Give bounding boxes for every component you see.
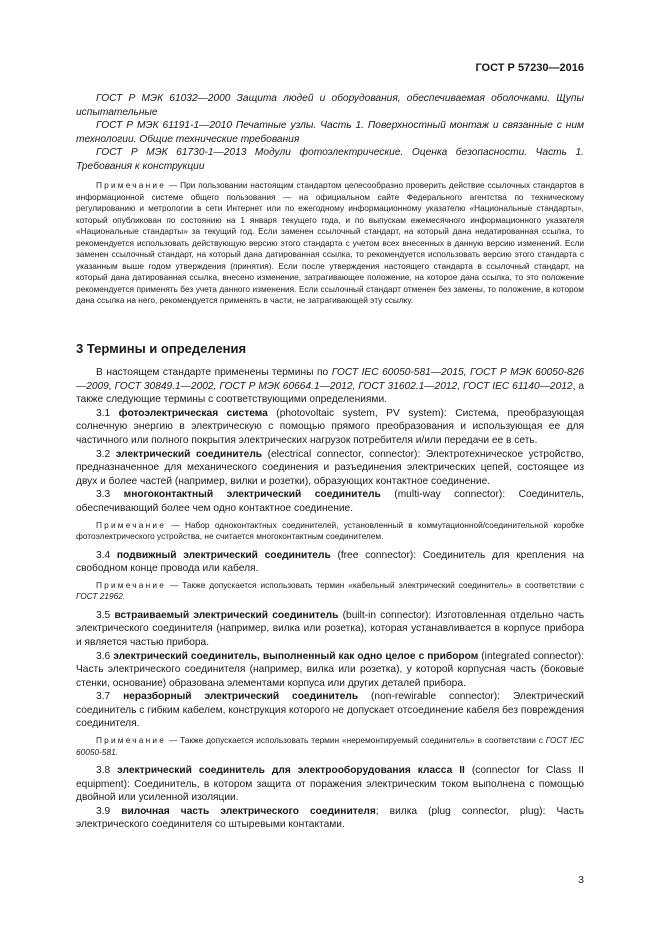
term-3-9: 3.9 вилочная часть электрического соединителя; вилка (plug connector, plug): Часть электрического соединителя со штыревыми контактами.	[76, 805, 584, 831]
term-name: электрический соединитель, выполненный как одно целое с прибором	[113, 650, 479, 662]
term-3-1: 3.1 фотоэлектрическая система (photovoltaic system, PV system): Система, преобразующая солнечную энергию в электрическую с помощью прямого преобразования и использующая ее для частичного или полного покрытия электрических нагрузок потребителя и/или передачи ее в сеть.	[76, 407, 584, 446]
references-note	[76, 180, 584, 307]
term-name: электрический соединитель для электрооборудования класса II	[117, 765, 465, 777]
term-note: Примечание — Также допускается использовать термин «кабельный электрический соединитель» в соответствии с ГОСТ 21962.	[76, 579, 584, 602]
term-name: многоконтактный электрический соединитель	[123, 489, 381, 501]
section-title: 3 Термины и определения	[76, 341, 247, 356]
document-header-id: ГОСТ Р 57230—2016	[475, 62, 584, 74]
term-note: Примечание — Набор одноконтактных соединителей, установленный в коммутационной/соединительной коробке фотоэлектрического устройства, не считается многоконтактным соединителем.	[76, 519, 584, 542]
reference-item: ГОСТ Р МЭК 61191-1—2010 Печатные узлы. Часть 1. Поверхностный монтаж и связанные с ним технологии. Общие технические требования	[76, 120, 584, 145]
term-name: неразборный электрический соединитель	[123, 691, 359, 703]
term-name: вилочная часть электрического соединителя	[121, 805, 376, 817]
page-number: 3	[578, 874, 584, 886]
section-intro: В настоящем стандарте применены термины по ГОСТ IEC 60050-581—2015, ГОСТ Р МЭК 60050-826—2009, ГОСТ 30849.1—2002, ГОСТ Р МЭК 60664.1—2012, ГОСТ 31602.1—2012, ГОСТ IEC 61140—2012, а также следующие термины с соответствующими определениями.	[76, 367, 584, 406]
term-name: подвижный электрический соединитель	[116, 549, 331, 561]
term-3-4: 3.4 подвижный электрический соединитель (free connector): Соединитель для крепления на свободном конце провода или кабеля.	[76, 549, 584, 575]
term-3-5: 3.5 встраиваемый электрический соединитель (built-in connector): Изготовленная отдельно часть электрического соединителя (например, вилка или розетка), которая устанавливается в корпусе прибора и является частью прибора.	[76, 609, 585, 648]
normative-references-list	[76, 92, 584, 174]
intro-refs: ГОСТ IEC 60050-581—2015, ГОСТ Р МЭК 60050-826—2009, ГОСТ 30849.1—2002, ГОСТ Р МЭК 60664.1—2012, ГОСТ 31602.1—2012, ГОСТ IEC 61140—2012	[76, 367, 584, 392]
term-name: встраиваемый электрический соединитель	[114, 609, 339, 621]
term-3-2: 3.2 электрический соединитель (electrical connector, connector): Электротехническое устройство, предназначенное для механического соединения и разъединения электрических цепей, состоящее из двух и более частей (например, вилки и розетки), образующих контактное соединение.	[76, 448, 584, 487]
note-label: Примечание	[96, 180, 167, 190]
term-3-3: 3.3 многоконтактный электрический соединитель (multi-way connector): Соединитель, обеспечивающий более чем одно контактное соединение.	[76, 489, 584, 514]
terms-section	[76, 366, 584, 832]
term-3-7: 3.7 неразборный электрический соединитель (non-rewirable connector): Электрический соединитель с гибким кабелем, конструкция которого не допускает отсоединение кабеля без повреждения соединителя.	[76, 691, 584, 730]
reference-item: ГОСТ Р МЭК 61730-1—2013 Модули фотоэлектрические. Оценка безопасности. Часть 1. Требования к конструкции	[76, 147, 584, 172]
note-text: — При пользовании настоящим стандартом целесообразно проверить действие ссылочных стандартов в информационной системе общего пользования — на официальном сайте Федерального агентства по техническому регулированию и метрологии в сети Интернет или по ежегодному информационному указателю «Национальные стандарты», который опубликован по состоянию на 1 января текущего года, и по выпускам ежемесячного информационного указателя «Национальные стандарты» за текущий год. Если заменен ссылочный стандарт, на который дана недатированная ссылка, то рекомендуется использовать действующую версию этого стандарта с учетом всех внесенных в данную версию изменений. Если заменен ссылочный стандарт, на который дана датированная ссылка, то рекомендуется использовать версию этого стандарта с указанным выше годом утверждения (принятия). Если после утверждения настоящего стандарта в ссылочный стандарт, на который дана датированная ссылка, внесено изменение, затрагивающее положение, на которое дана ссылка, то это положение рекомендуется применять без учета данного изменения. Если ссылочный стандарт отменен без замены, то положение, в котором дана ссылка на него, рекомендуется применять в части, не затрагивающей эту ссылку.	[76, 180, 584, 305]
term-3-6: 3.6 электрический соединитель, выполненный как одно целое с прибором (integrated connector): Часть электрического соединителя (например, вилка или розетка), у которой корпусная часть (боковые стенки, основание) образована элементами корпуса или других деталей прибора.	[76, 650, 584, 689]
term-3-8: 3.8 электрический соединитель для электрооборудования класса II (connector for Class II equipment): Соединитель, в котором защита от поражения электрическим током выполнена с помощью двойной или усиленной изоляции.	[76, 765, 584, 804]
term-name: фотоэлектрическая система	[118, 407, 268, 419]
reference-item: ГОСТ Р МЭК 61032—2000 Защита людей и оборудования, обеспечиваемая оболочками. Щупы испытательные	[76, 93, 584, 118]
term-note: Примечание — Также допускается использовать термин «неремонтируемый соединитель» в соответствии с ГОСТ IEC 60050-581.	[76, 735, 584, 757]
term-name: электрический соединитель	[115, 448, 263, 460]
